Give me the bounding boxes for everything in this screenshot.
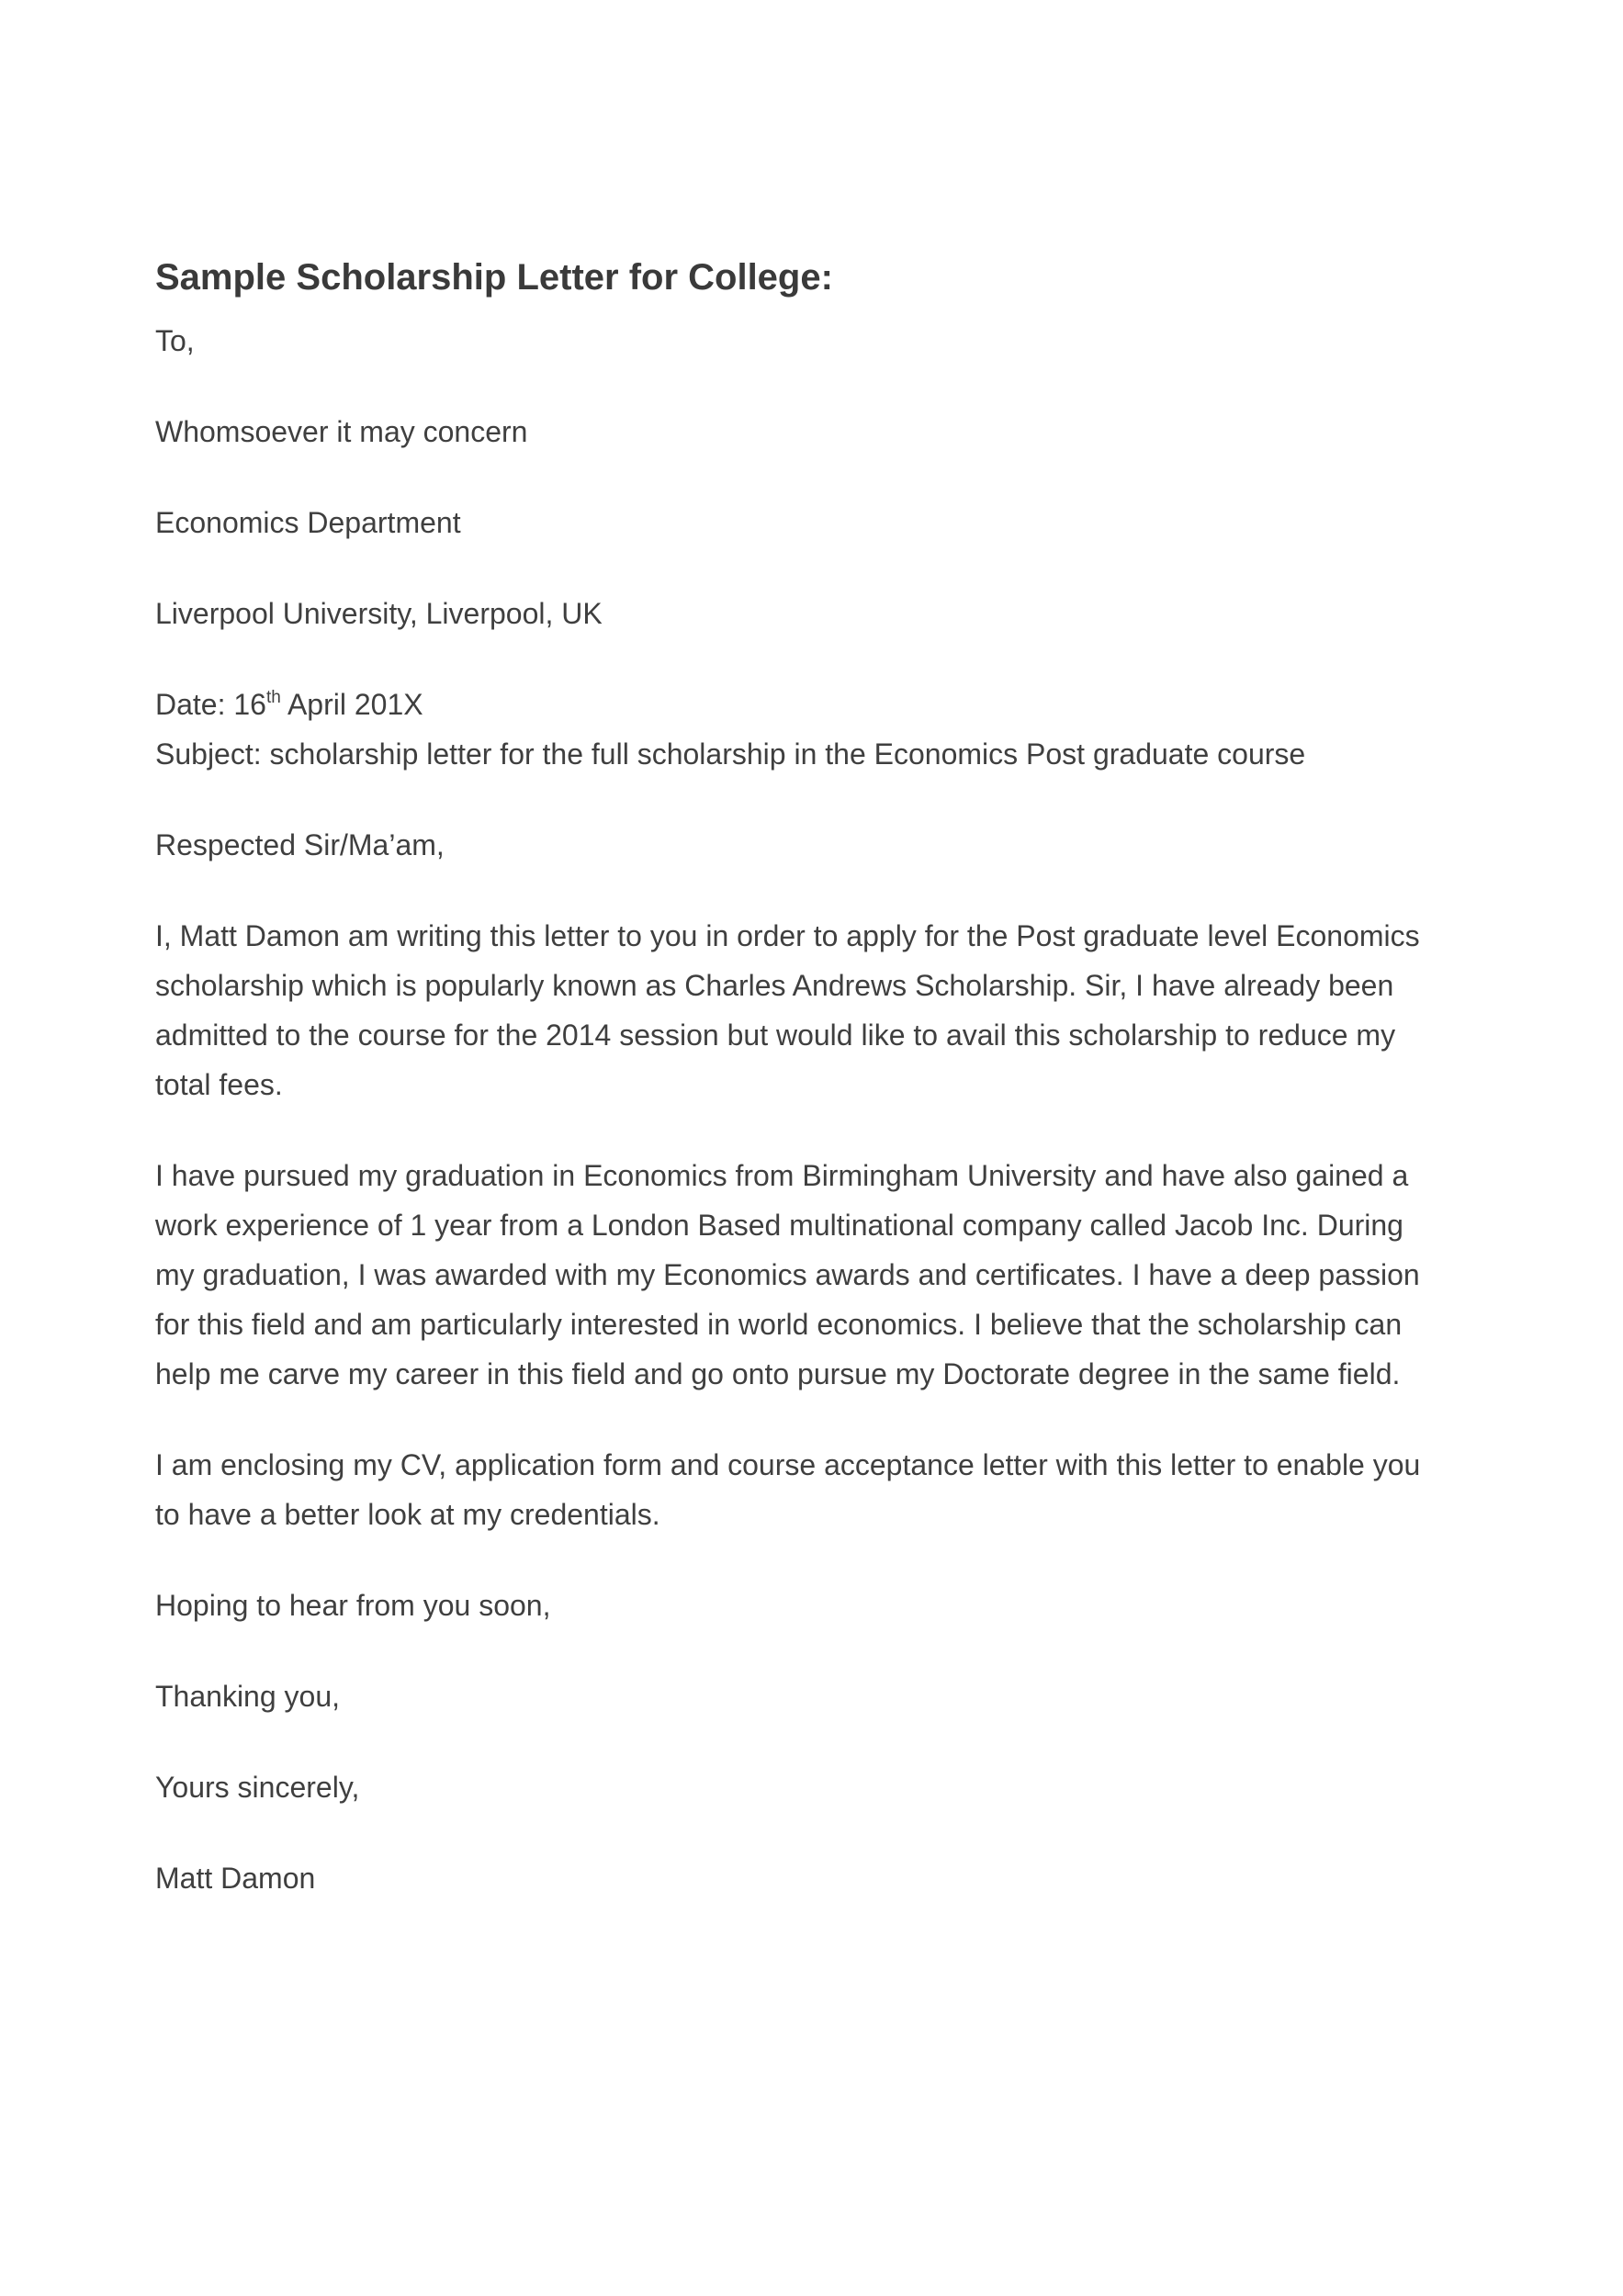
salutation: Respected Sir/Ma’am, bbox=[155, 828, 445, 861]
paragraph-line: total fees. bbox=[155, 1068, 283, 1101]
date-ordinal-suffix: th bbox=[265, 688, 281, 707]
paragraph-line: I, Matt Damon am writing this letter to you in order to apply for the Post graduate level Economics bbox=[155, 919, 1420, 952]
paragraph-line: scholarship which is popularly known as Charles Andrews Scholarship. Sir, I have already been bbox=[155, 969, 1394, 1002]
closing-thanks: Thanking you, bbox=[155, 1680, 341, 1713]
recipient-to: To, bbox=[155, 324, 195, 357]
paragraph-line: work experience of 1 year from a London Based multinational company called Jacob Inc. During bbox=[155, 1209, 1403, 1242]
letter-date bbox=[155, 680, 1478, 729]
paragraph-line: my graduation, I was awarded with my Economics awards and certificates. I have a deep passion bbox=[155, 1258, 1420, 1291]
paragraph-line: to have a better look at my credentials. bbox=[155, 1498, 660, 1531]
closing-signoff: Yours sincerely, bbox=[155, 1771, 360, 1804]
body-paragraph-2 bbox=[155, 1151, 1478, 1399]
recipient-department: Economics Department bbox=[155, 506, 461, 539]
date-prefix: Date: 16 bbox=[155, 688, 266, 721]
letter-content bbox=[155, 248, 1478, 1944]
body-paragraph-1 bbox=[155, 911, 1478, 1109]
letter-title: Sample Scholarship Letter for College: bbox=[155, 257, 833, 298]
letter-subject: Subject: scholarship letter for the full scholarship in the Economics Post graduate course bbox=[155, 737, 1306, 771]
body-paragraph-3 bbox=[155, 1440, 1478, 1539]
closing-hope: Hoping to hear from you soon, bbox=[155, 1589, 551, 1622]
recipient-name: Whomsoever it may concern bbox=[155, 415, 528, 448]
date-rest: April 201X bbox=[280, 688, 423, 721]
signature-name: Matt Damon bbox=[155, 1862, 316, 1895]
paragraph-line: I have pursued my graduation in Economics from Birmingham University and have also gained a bbox=[155, 1159, 1409, 1192]
recipient-address: Liverpool University, Liverpool, UK bbox=[155, 597, 603, 630]
paragraph-line: admitted to the course for the 2014 session but would like to avail this scholarship to reduce my bbox=[155, 1019, 1396, 1052]
paragraph-line: I am enclosing my CV, application form and course acceptance letter with this letter to enable you bbox=[155, 1448, 1421, 1481]
paragraph-line: for this field and am particularly interested in world economics. I believe that the scholarship can bbox=[155, 1308, 1403, 1341]
paragraph-line: help me carve my career in this field and go onto pursue my Doctorate degree in the same field. bbox=[155, 1357, 1401, 1390]
